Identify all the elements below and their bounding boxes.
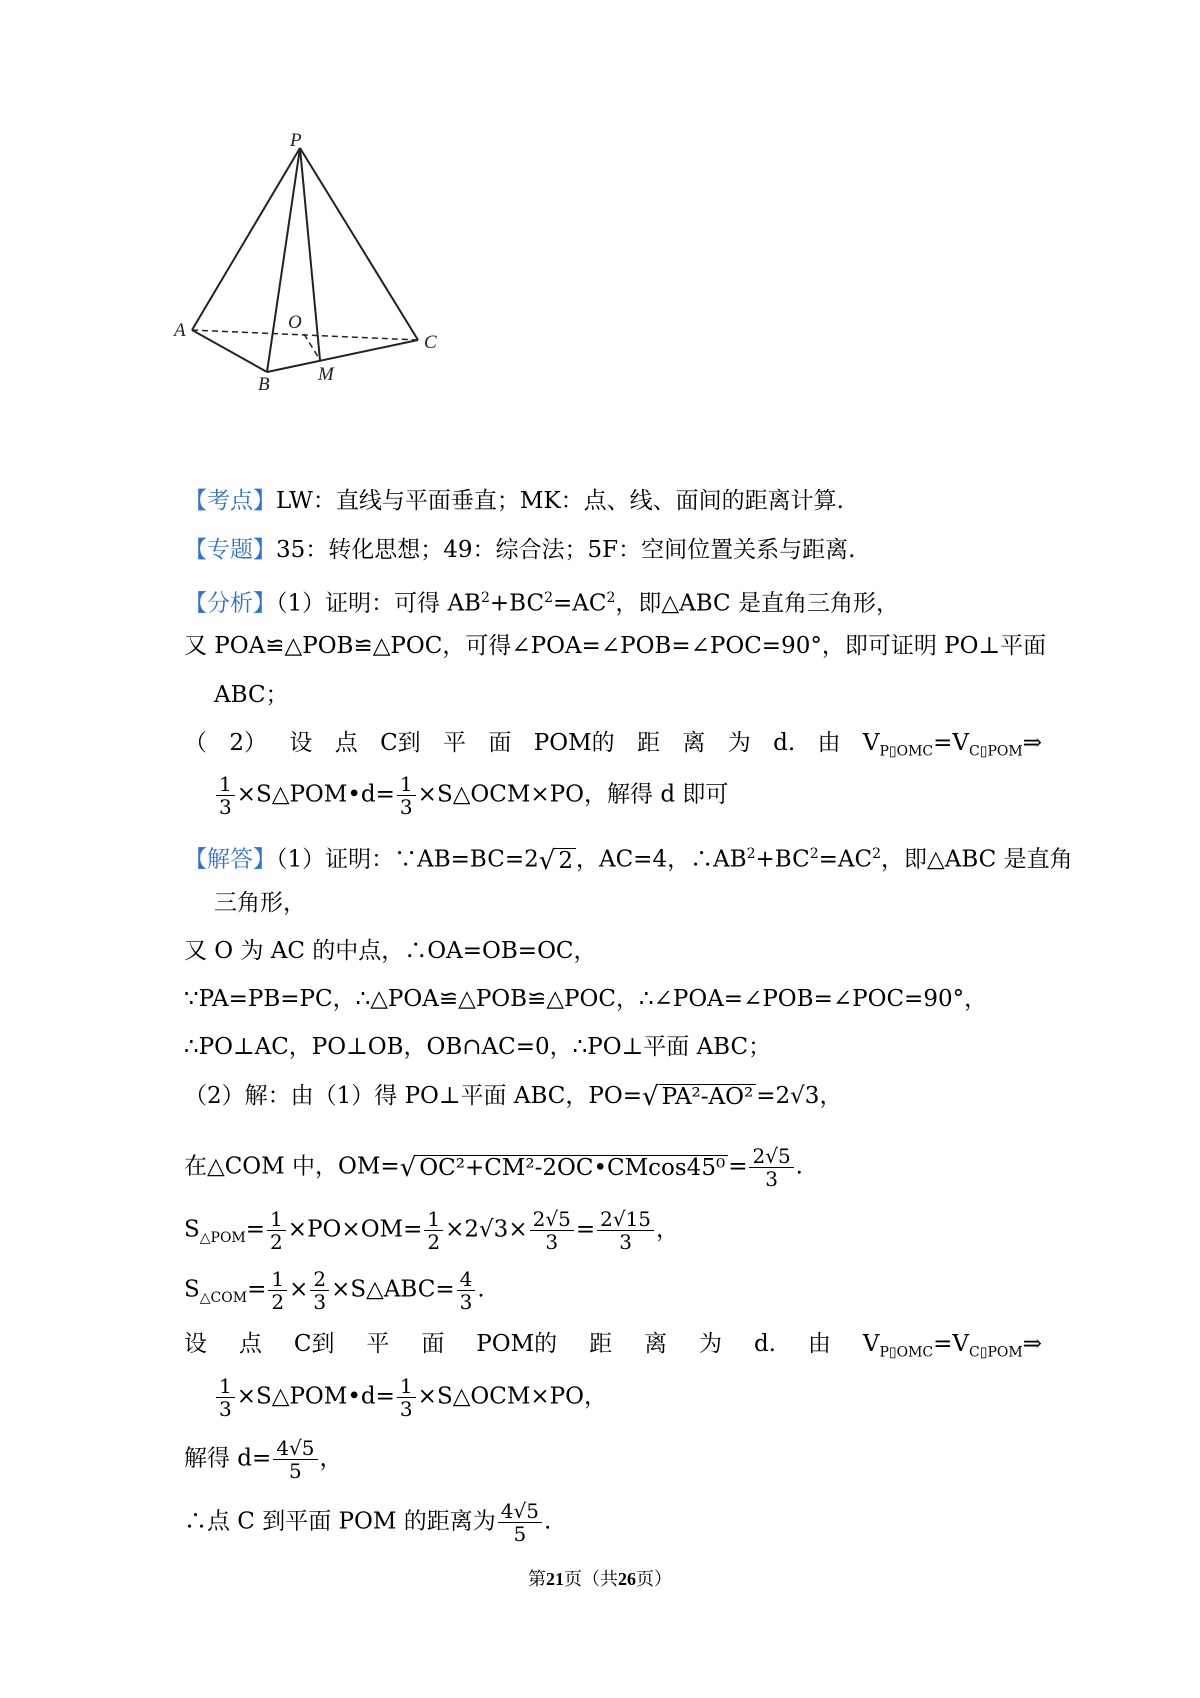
- s-ocm: S△OCM: [436, 781, 531, 808]
- spread-word: 点: [334, 730, 358, 756]
- label-c: C: [424, 332, 437, 353]
- spread-word: 离: [644, 1331, 668, 1357]
- fenxi-line-5: [214, 773, 728, 818]
- kaodian-text: LW：直线与平面垂直；MK：点、线、面间的距离计算.: [276, 488, 844, 514]
- times: ×: [236, 1383, 257, 1410]
- comma: ，: [819, 1083, 843, 1109]
- times: ×: [417, 1383, 437, 1410]
- frac-one-third-2: $\frac{1}{3}$: [397, 1375, 416, 1420]
- jieda-line-3: 又 O 为 AC 的中点，∴OA=OB=OC，: [184, 938, 597, 964]
- times: ×: [287, 1216, 308, 1243]
- period: .: [477, 1276, 485, 1303]
- eq: =: [728, 1153, 748, 1180]
- jieda-1e: ，即△ABC 是直角: [881, 846, 1073, 873]
- times: ×: [530, 1383, 550, 1410]
- edge-bc: [267, 340, 418, 372]
- fenxi-5-tail: ，解得 d 即可: [584, 781, 729, 808]
- edge-ab: [192, 330, 267, 372]
- comma: ，: [319, 1445, 343, 1472]
- footer-mid: 页（共: [564, 1569, 618, 1590]
- jieda-line-7: [184, 1145, 803, 1190]
- jieda-line-10: [184, 1328, 1042, 1369]
- po: PO: [549, 1383, 585, 1410]
- zhuanti-tag: 【专题】: [184, 537, 276, 563]
- frac-one-third: $\frac{1}{3}$: [216, 773, 235, 818]
- jieda-7a: 在△COM 中，OM=: [184, 1153, 400, 1180]
- jieda-1a: （1）证明：∵AB=BC=2: [276, 846, 539, 873]
- fenxi-line-3: ABC；: [214, 682, 289, 708]
- jieda-tag: 【解答】: [184, 846, 276, 873]
- spread-word: 面: [488, 730, 512, 756]
- fenxi-text-1d: ，即△ABC 是直角三角形，: [615, 590, 899, 617]
- spread-word: 平: [366, 1331, 390, 1357]
- spread-word: 设: [184, 1331, 207, 1357]
- fenxi-text-1a: （1）证明：可得 AB: [276, 590, 481, 617]
- label-o: O: [288, 312, 302, 333]
- spread-word: C到: [293, 1331, 335, 1357]
- eq: =: [247, 1276, 267, 1303]
- jieda-1c: +BC: [755, 846, 810, 873]
- jieda-1d: =AC: [818, 846, 873, 873]
- frac-half: $\frac{1}{2}$: [267, 1208, 286, 1253]
- d-eq: d=: [360, 1383, 395, 1410]
- spread-word: d.: [753, 1331, 776, 1357]
- spread-word: d.: [773, 730, 796, 756]
- edge-pm: [300, 148, 320, 360]
- zhuanti-text: 35：转化思想；49：综合法；5F：空间位置关系与距离.: [276, 537, 856, 563]
- jieda-sup-1: 2: [746, 846, 756, 862]
- sqrt-om: √ OC²+CM²-2OC•CMcos45⁰: [400, 1155, 729, 1181]
- frac-4sqrt5-5: $\frac{4√5}{5}$: [273, 1437, 317, 1482]
- spread-word: 距: [637, 730, 661, 756]
- jieda-line-8: [184, 1208, 679, 1254]
- fenxi-line-1: [184, 582, 899, 620]
- times: ×: [289, 1276, 309, 1303]
- kaodian-tag: 【考点】: [184, 488, 276, 514]
- spread-word: 为: [699, 1331, 722, 1357]
- edge-pb: [267, 148, 300, 372]
- period: .: [795, 1153, 803, 1180]
- fenxi-tag: 【分析】: [184, 590, 276, 617]
- po-value: =2√3: [756, 1083, 820, 1109]
- times-sign: ×: [236, 781, 257, 808]
- spread-word: 由: [807, 1331, 831, 1357]
- kaodian-line: [184, 485, 844, 517]
- volume-term: $V_{P▯OMC}=V_{C▯POM}\Rightarrow$: [862, 730, 1042, 760]
- edge-pa: [192, 148, 300, 330]
- fenxi-sup-3: 2: [606, 590, 616, 606]
- jieda-line-5: ∴PO⊥AC，PO⊥OB，OB∩AC=0，∴PO⊥平面 ABC；: [184, 1034, 772, 1060]
- frac-half-2: $\frac{1}{2}$: [424, 1208, 443, 1253]
- eq: =: [435, 1276, 455, 1303]
- jieda-line-12: [184, 1437, 343, 1482]
- s-abc: S△ABC: [350, 1276, 436, 1303]
- footer-prefix: 第: [528, 1569, 546, 1590]
- spread-word: POM的: [476, 1331, 558, 1357]
- fenxi-line-2: 又 POA≌△POB≌△POC，可得∠POA=∠POB=∠POC=90°，即可证明 PO⊥平面: [184, 633, 1047, 659]
- two-sqrt3: 2√3: [464, 1216, 509, 1243]
- jieda-1b: ，AC=4，∴AB: [575, 846, 747, 873]
- jieda-12a: 解得 d=: [184, 1445, 272, 1472]
- fenxi-sup-2: 2: [544, 590, 554, 606]
- volume-term: $V_{P▯OMC}=V_{C▯POM}\Rightarrow$: [862, 1331, 1042, 1361]
- label-a: A: [174, 320, 186, 341]
- s-ocm: S△OCM: [436, 1383, 531, 1410]
- jieda-line-2: 三角形，: [214, 890, 306, 916]
- spread-word: 2）: [229, 730, 267, 756]
- footer-suffix: 页）: [636, 1569, 672, 1590]
- spread-word: C到: [380, 730, 421, 756]
- jieda-line-13: [184, 1500, 551, 1545]
- page-footer: [0, 1565, 1200, 1591]
- eq: =: [575, 1216, 596, 1243]
- jieda-line-4: ∵PA=PB=PC，∴△POA≌△POB≌△POC，∴∠POA=∠POB=∠POC=90°，: [184, 986, 988, 1012]
- times-sign-2: ×: [417, 781, 437, 808]
- times: ×: [341, 1216, 361, 1243]
- label-m: M: [318, 364, 334, 385]
- times: ×: [331, 1276, 351, 1303]
- dot: •: [347, 1383, 361, 1410]
- frac-4-3: $\frac{4}{3}$: [457, 1268, 476, 1313]
- page-total: 26: [618, 1569, 636, 1589]
- jieda-6a: （2）解：由（1）得 PO⊥平面 ABC，PO=: [184, 1083, 642, 1109]
- po: PO: [307, 1216, 342, 1243]
- sqrt-pa-ao: √ PA²-AO²: [642, 1084, 756, 1110]
- jieda-sup-3: 2: [872, 846, 882, 862]
- spread-word: 设: [289, 730, 313, 756]
- label-p: P: [290, 130, 302, 151]
- times-sign-3: ×: [530, 781, 550, 808]
- spread-word: 由: [817, 730, 841, 756]
- spread-word: 距: [589, 1331, 613, 1357]
- frac-half: $\frac{1}{2}$: [268, 1268, 287, 1313]
- period: .: [543, 1508, 552, 1535]
- comma: ，: [656, 1216, 680, 1243]
- s-letter: S: [184, 1276, 200, 1303]
- jieda-line-6: [184, 1080, 842, 1112]
- frac-2sqrt5-3: $\frac{2√5}{3}$: [530, 1208, 574, 1253]
- spread-word: POM的: [533, 730, 615, 756]
- volume-term: $=V_{C▯POM}$: [933, 1331, 1023, 1361]
- jieda-line-11: [214, 1375, 607, 1420]
- frac-2sqrt15-3: $\frac{2√15}{3}$: [597, 1208, 654, 1253]
- s-pom: S△POM: [256, 1383, 348, 1410]
- jieda-line-9: [184, 1268, 485, 1314]
- s-pom: S△POM: [256, 781, 348, 808]
- eq: =: [245, 1216, 266, 1243]
- times: ×: [508, 1216, 528, 1243]
- comma: ，: [584, 1383, 608, 1410]
- spread-word: 点: [238, 1331, 262, 1357]
- times: ×: [445, 1216, 465, 1243]
- frac-4sqrt5-5-final: $\frac{4√5}{5}$: [498, 1500, 542, 1545]
- fenxi-text-1c: =AC: [553, 590, 607, 617]
- jieda-line-1: [184, 838, 1073, 876]
- sqrt-2: √ 2: [539, 848, 576, 874]
- spread-word: 为: [727, 730, 751, 756]
- dot-sign: •: [347, 781, 361, 808]
- spread-word: 面: [421, 1331, 445, 1357]
- edge-pc: [300, 148, 418, 340]
- frac-2-3: $\frac{2}{3}$: [310, 1268, 329, 1313]
- spread-word: 离: [682, 730, 706, 756]
- volume-term: $=V_{C▯POM}$: [933, 730, 1023, 760]
- s-letter: S: [184, 1216, 200, 1243]
- zhuanti-line: [184, 534, 855, 566]
- jieda-13a: ∴点 C 到平面 POM 的距离为: [184, 1508, 496, 1535]
- s-pom-sub: △POM: [199, 1230, 246, 1247]
- pyramid-figure: [174, 128, 460, 398]
- spread-word: （: [184, 730, 207, 756]
- frac-one-third: $\frac{1}{3}$: [216, 1375, 235, 1420]
- eq: =: [403, 1216, 423, 1243]
- om: OM: [360, 1216, 404, 1243]
- page-number: 21: [546, 1569, 564, 1589]
- d-eq: d=: [360, 781, 395, 808]
- fenxi-text-1b: +BC: [489, 590, 545, 617]
- po-text: PO: [549, 781, 585, 808]
- jieda-sup-2: 2: [809, 846, 819, 862]
- spread-word: 平: [443, 730, 467, 756]
- fenxi-sup-1: 2: [480, 590, 490, 606]
- label-b: B: [258, 374, 270, 395]
- s-com-sub: △COM: [199, 1290, 248, 1307]
- fenxi-line-4: [184, 727, 1042, 768]
- frac-om: $\frac{2√5}{3}$: [749, 1145, 793, 1190]
- frac-one-third-2: $\frac{1}{3}$: [397, 773, 416, 818]
